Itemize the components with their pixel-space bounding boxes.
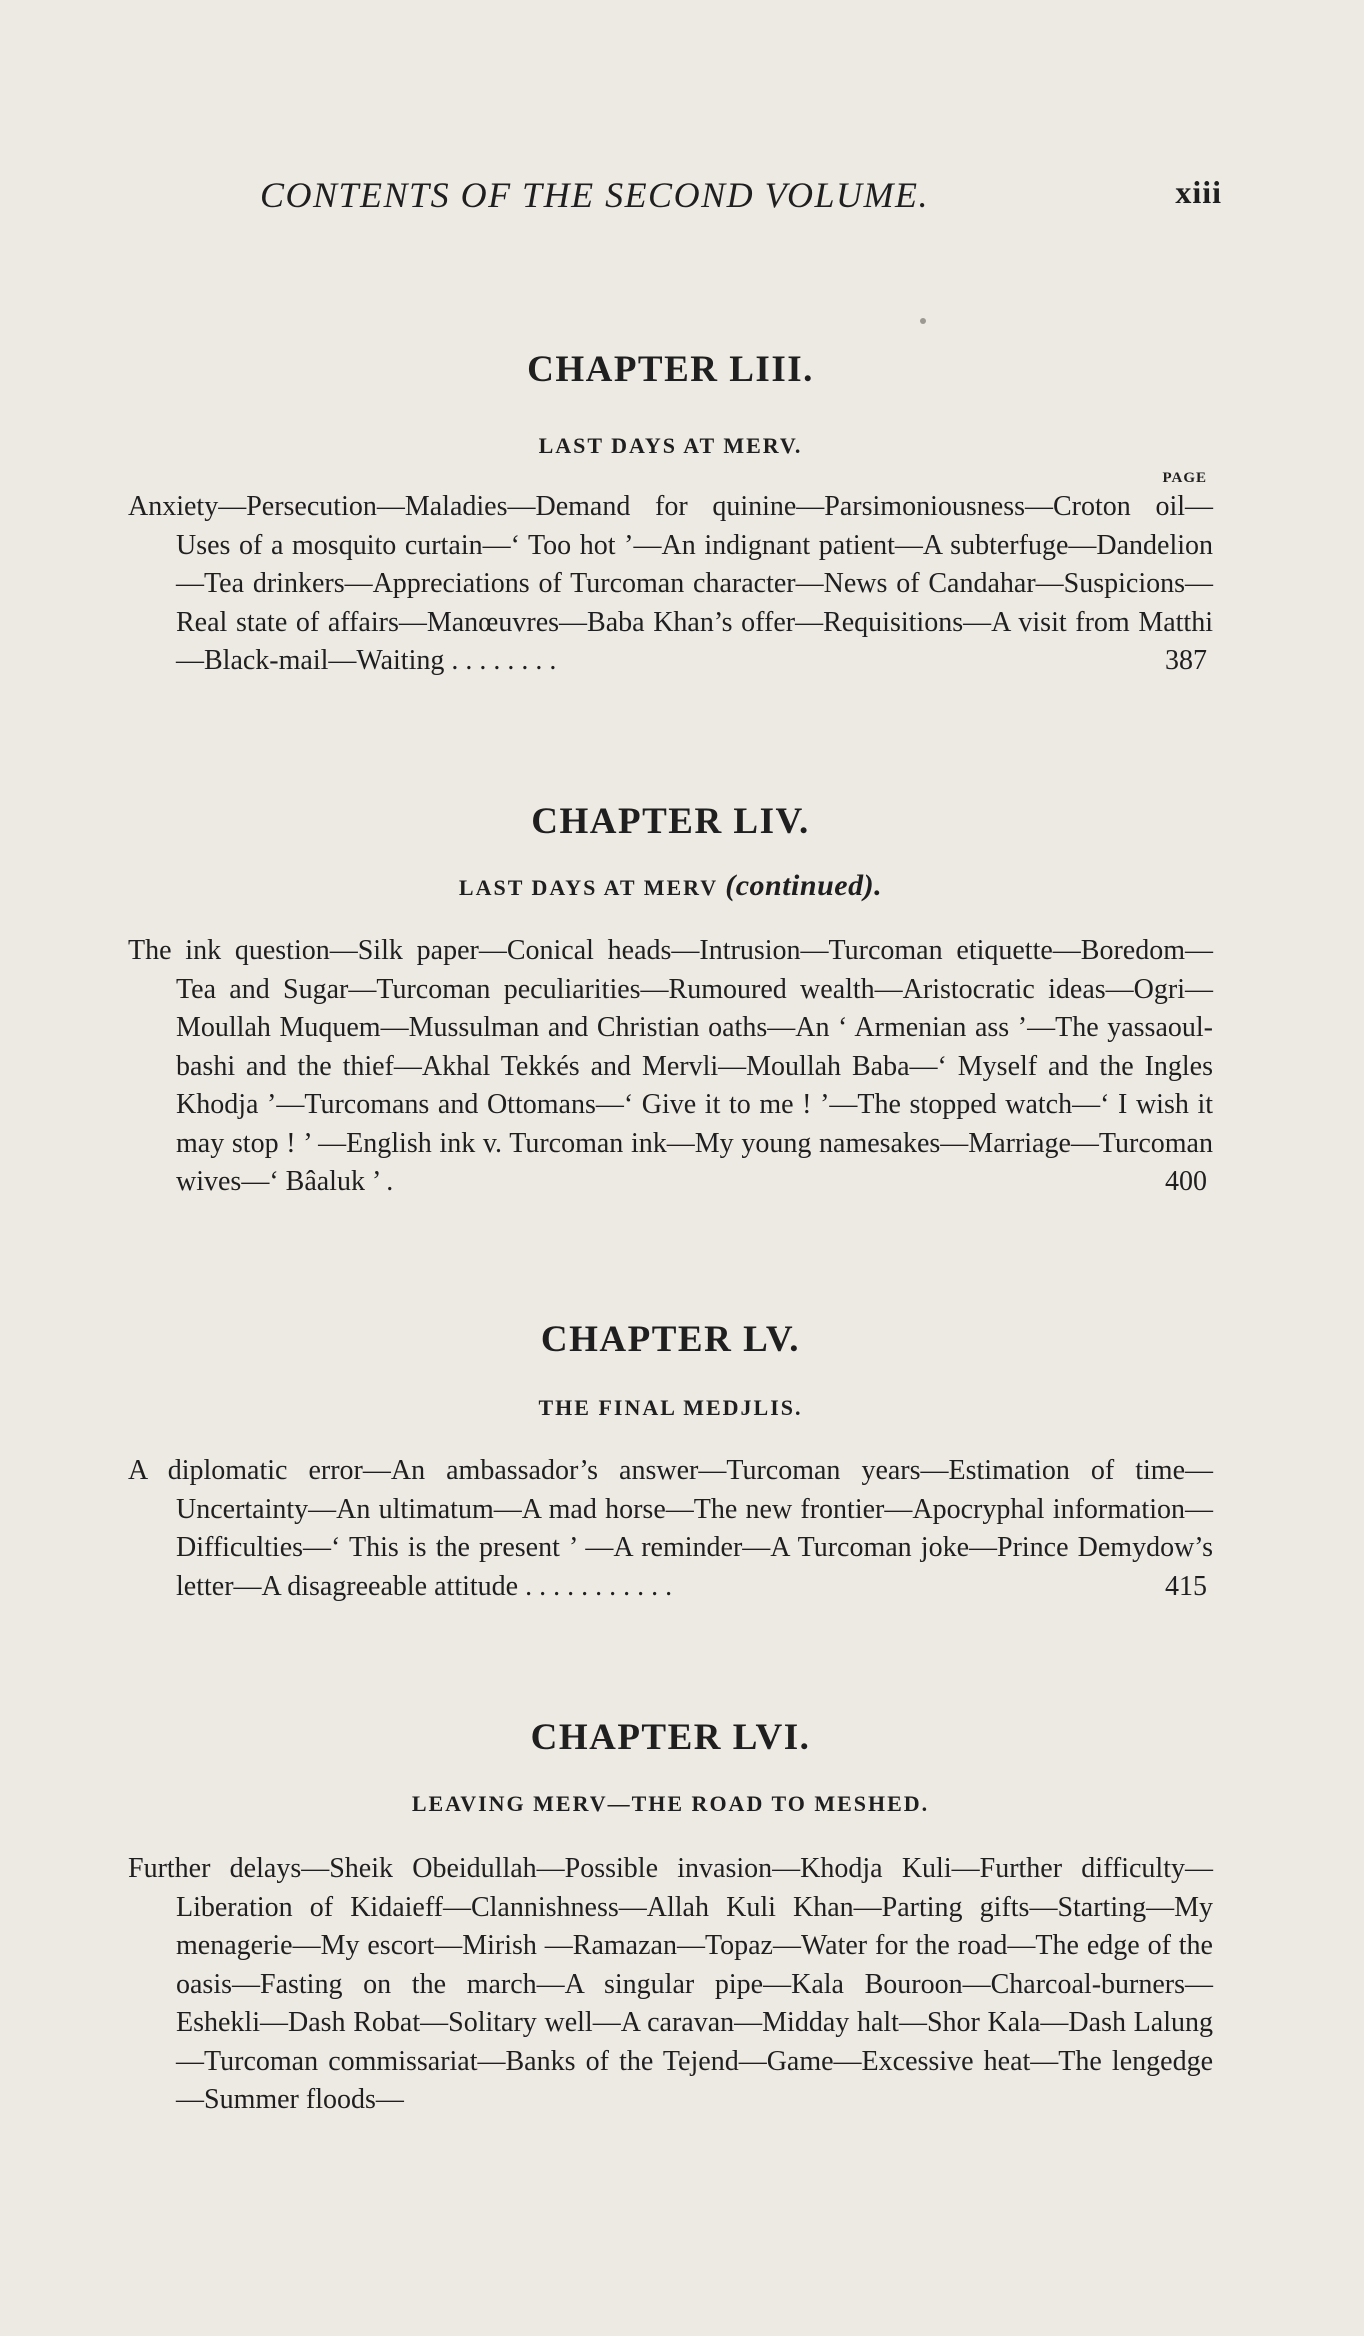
subtitle-text: LAST DAYS AT MERV [458, 875, 718, 900]
running-head [260, 174, 1222, 226]
chapter-subtitle [128, 870, 1213, 904]
chapter-title: CHAPTER LV. [540, 1319, 801, 1360]
chapter-summary: Anxiety—Persecution—Maladies—Demand for quinine—Parsimoniousness—Croton oil—Uses of a mosquito curtain—‘ Too hot ’—An indignant patient—A subterfuge—Dandelion—Tea drinkers—Appreciations of Turcoman character—News of Candahar—Suspicions—Real state of affairs—Manœuvres—Baba Khan’s offer—Requisitions—A visit from Matthi—Black-mail—Waiting . . . . . . . . 387 [128, 491, 1213, 676]
chapter-summary: The ink question—Silk paper—Conical heads—Intrusion—Turcoman etiquette—Boredom—Tea and Sugar—Turcoman peculiarities—Rumoured wealth—Aristocratic ideas—Ogri—Moullah Muquem—Mussulman and Christian oaths—An ‘ Armenian ass ’—The yassaoul-bashi and the thief—Akhal Tekkés and Mervli—Moullah Baba—‘ Myself and the Ingles Khodja ’—Turcomans and Ottomans—‘ Give it to me ! ’—The stopped watch—‘ I wish it may stop ! ’ —English ink v. Turcoman ink—My young namesakes—Marriage—Turcoman wives—‘ Bâaluk ’ . 400 [128, 935, 1213, 1197]
print-speck [920, 318, 926, 324]
chapter-subtitle: LAST DAYS AT MERV. [538, 433, 803, 458]
subtitle-continued: (continued). [725, 869, 883, 902]
chapter-liii [128, 348, 1213, 681]
running-title: CONTENTS OF THE SECOND VOLUME. [260, 175, 929, 215]
chapter-title: CHAPTER LIV. [531, 801, 810, 842]
summary-text: The ink question—Silk paper—Conical heads—Intrusion—Turcoman etiquette—Boredom—Tea and Sugar—Turcoman peculiarities—Rumoured wealth—Aristocratic ideas—Ogri—Moullah Muquem—Mussulman and Christian oaths—An ‘ Armenian ass ’—The yassaoul-bashi and the thief—Akhal Tekkés and Mervli—Moullah Baba—‘ Myself and the Ingles Khodja ’—Turcomans and Ottomans—‘ Give it to me ! ’—The stopped watch—‘ I wish it may stop ! ’ —English ink v. Turcoman ink—My young namesakes—Marriage—Turcoman wives—‘ Bâaluk ’ . [128, 935, 1213, 1197]
chapter-summary [128, 1850, 1213, 2120]
chapter-subtitle: THE FINAL MEDJLIS. [538, 1395, 803, 1420]
chapter-lv [128, 1318, 1213, 1606]
chapter-lvi [128, 1716, 1213, 2120]
chapter-title: CHAPTER LVI. [530, 1717, 811, 1758]
chapter-liv [128, 800, 1213, 1202]
summary-text: Anxiety—Persecution—Maladies—Demand for quinine—Parsimoniousness—Croton oil—Uses of a mosquito curtain—‘ Too hot ’—An indignant patient—A subterfuge—Dandelion—Tea drinkers—Appreciations of Turcoman character—News of Candahar—Suspicions—Real state of affairs—Manœuvres—Baba Khan’s offer—Requisitions—A visit from Matthi—Black-mail—Waiting . . . . . . . . [128, 491, 1213, 676]
chapter-title: CHAPTER LIII. [527, 349, 814, 390]
chapter-summary: A diplomatic error—An ambassador’s answer—Turcoman years—Estimation of time—Uncertainty—An ultimatum—A mad horse—The new frontier—Apocryphal information—Difficulties—‘ This is the present ’ —A reminder—A Turcoman joke—Prince Demydow’s letter—A disagreeable attitude . . . . . . . . . . . 415 [128, 1455, 1213, 1602]
summary-text: Further delays—Sheik Obeidullah—Possible invasion—Khodja Kuli—Further difficulty—Liberation of Kidaieff—Clannishness—Allah Kuli Khan—Parting gifts—Starting—My menagerie—My escort—Mirish —Ramazan—Topaz—Water for the road—The edge of the oasis—Fasting on the march—A singular pipe—Kala Bouroon—Charcoal-burners—Eshekli—Dash Robat—Solitary well—A caravan—Midday halt—Shor Kala—Dash Lalung—Turcoman commissariat—Banks of the Tejend—Game—Excessive heat—The lengedge—Summer floods— [128, 1853, 1213, 2115]
page-column-label: PAGE [1162, 470, 1207, 486]
chapter-subtitle: LEAVING MERV—THE ROAD TO MESHED. [411, 1791, 930, 1816]
summary-text: A diplomatic error—An ambassador’s answer—Turcoman years—Estimation of time—Uncertainty—An ultimatum—A mad horse—The new frontier—Apocryphal information—Difficulties—‘ This is the present ’ —A reminder—A Turcoman joke—Prince Demydow’s letter—A disagreeable attitude . . . . . . . . . . . [128, 1455, 1213, 1602]
page-number: xiii [1175, 174, 1222, 210]
